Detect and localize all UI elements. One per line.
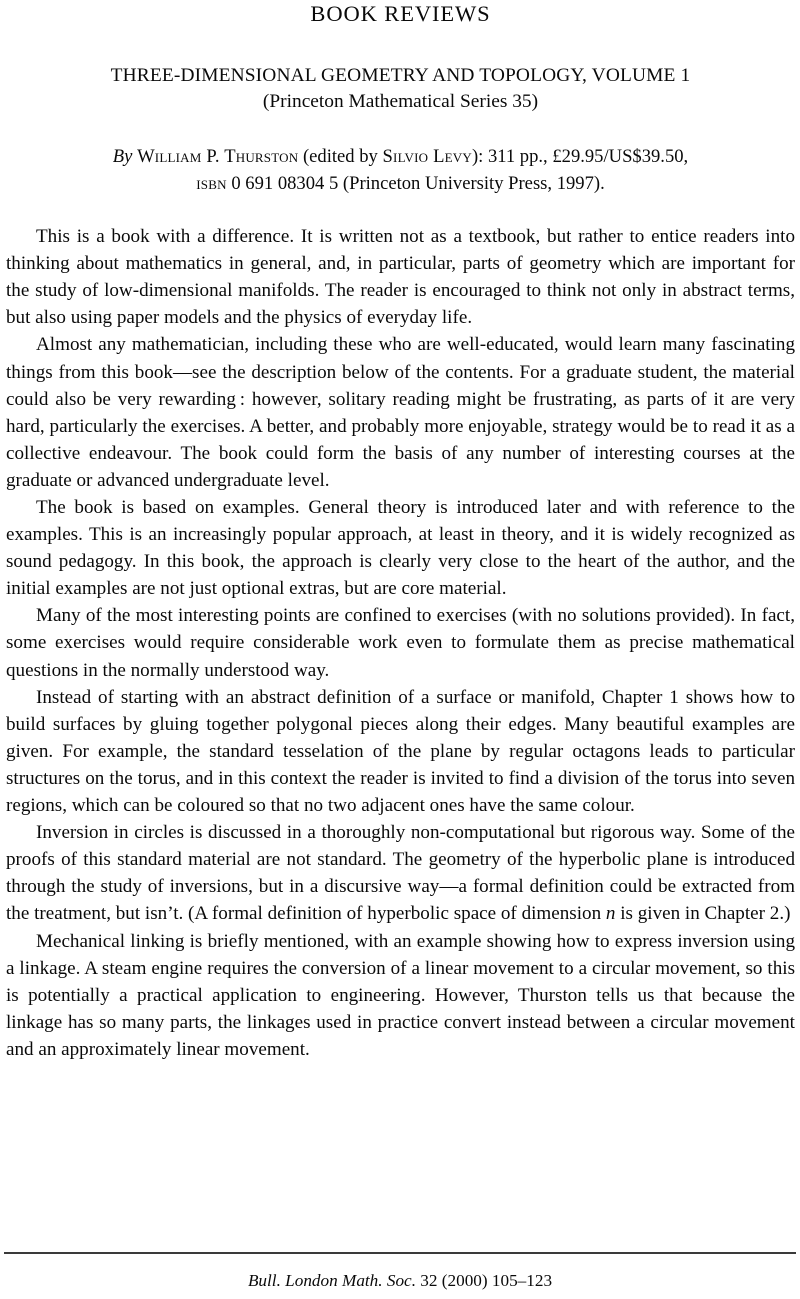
body-paragraph: Instead of starting with an abstract definition of a surface or manifold, Chapter 1 shows how to build surfaces by gluing together polygonal pieces along their edges. Many beautiful examples are given. For example, the standard tesselation of the plane by regular octagons leads to particular structures on the torus, and in this context the reader is invited to find a division of the torus into seven regions, which can be coloured so that no two adjacent ones have the same colour. [6,686,795,817]
byline-line-author [6,144,795,170]
body-paragraph: This is a book with a difference. It is written not as a textbook, but rather to entice readers into thinking about mathematics in general, and, in particular, parts of geometry which are important for the study of low-dimensional manifolds. The reader is encouraged to think not only in abstract terms, but also using paper models and the physics of everyday life. [6,226,795,329]
isbn-label: isbn [196,172,227,194]
by-label: By [112,146,133,168]
review-subtitle: (Princeton Mathematical Series 35) [262,91,539,112]
review-body [6,223,795,1063]
footer-divider [4,1252,796,1254]
review-heading-block [6,65,795,114]
footer-citation [0,1271,800,1292]
paragraph-text-before-variable: Inversion in circles is discussed in a thoroughly non-computational but rigorous way. Some of the proofs of this standard material are not standard. The geometry of the hyperbolic plane is introduced through the study of inversions, but in a discursive way—a formal definition could be extracted from the treatment, but isn’t. (A formal definition of hyperbolic space of dimension [6,822,795,925]
body-paragraph [6,819,795,927]
paragraph-text-after-variable: is given in Chapter 2.) [615,903,791,925]
imprint-tail: ): 311 pp., £29.95/US$39.50, [471,146,689,168]
body-paragraph: Many of the most interesting points are confined to exercises (with no solutions provided). In fact, some exercises would require considerable work even to formulate them as precise mathematical questions in the normally understood way. [6,605,795,681]
byline-line-isbn [6,171,795,197]
byline-block [6,144,795,197]
review-title: THREE-DIMENSIONAL GEOMETRY AND TOPOLOGY, VOLUME 1 [110,64,691,86]
journal-name: Bull. London Math. Soc. [247,1271,416,1290]
body-paragraph: Mechanical linking is briefly mentioned, with an example showing how to express inversion using a linkage. A steam engine requires the conversion of a linear movement to a circular movement, so this is potentially a practical application to engineering. However, Thurston tells us that because the linkage has so many parts, the linkages used in practice convert instead between a circular movement and an approximately linear movement. [6,930,795,1060]
editor-name: Silvio Levy [382,146,472,168]
isbn-number: 0 691 08304 5 [231,172,339,194]
math-variable-n: n [605,903,616,925]
body-paragraph: Almost any mathematician, including these who are well-educated, would learn many fascinating things from this book—see the description below of the contents. For a graduate student, the material could also be very rewarding : however, solitary reading might be frustrating, as parts of it are very hard, particularly the exercises. A better, and probably more enjoyable, strategy would be to read it as a collective endeavour. The book could form the basis of any number of interesting courses at the graduate or advanced undergraduate level. [6,334,795,491]
running-head: BOOK REVIEWS [310,1,491,26]
body-paragraph: The book is based on examples. General theory is introduced later and with reference to the examples. This is an increasingly popular approach, at least in theory, and it is widely recognized as sound pedagogy. In this book, the approach is clearly very close to the heart of the author, and the initial examples are not just optional extras, but are core material. [6,497,795,600]
editor-prefix: (edited by [302,146,378,168]
author-name: William P. Thurston [137,146,299,168]
publisher: (Princeton University Press, 1997). [342,172,605,194]
page-content [6,0,795,1063]
citation-volume-year-pages: 32 (2000) 105–123 [416,1271,553,1290]
